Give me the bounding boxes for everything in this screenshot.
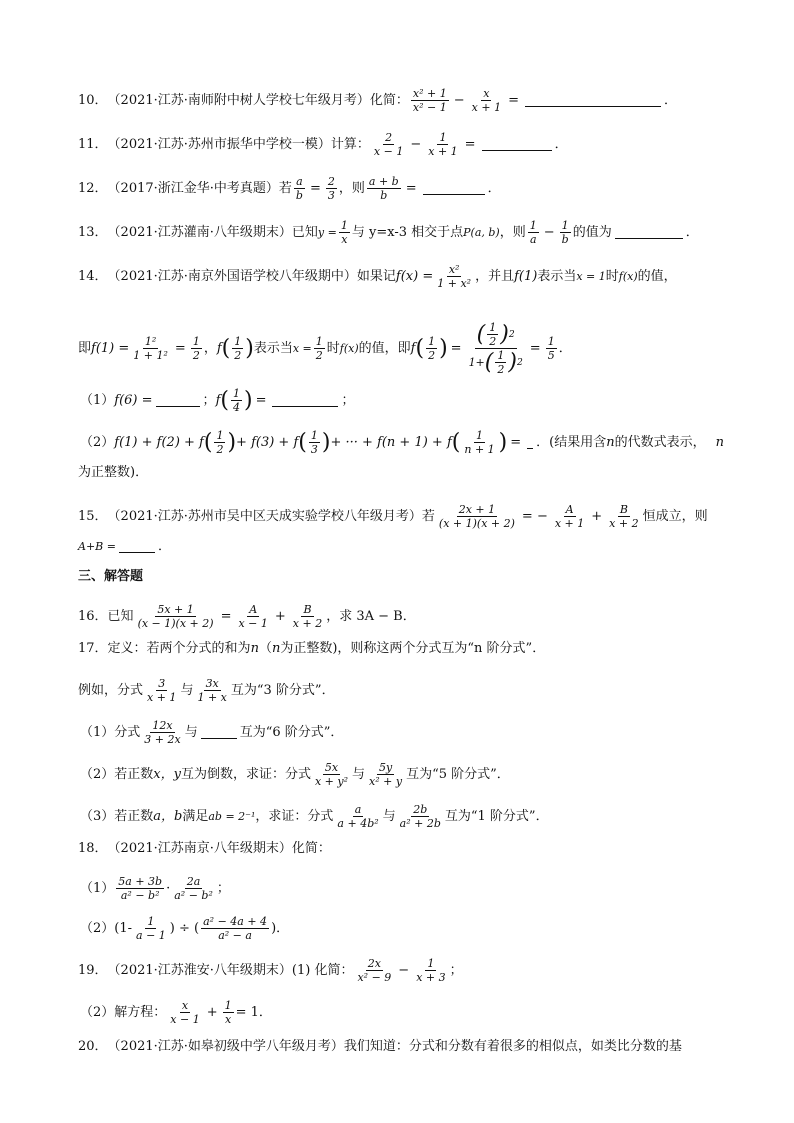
- answer-blank[interactable]: [119, 540, 155, 553]
- question-19-part-2: （2）解方程： $\frac{x}{x - 1}$ + $\frac{1}{x}$ = 1．: [80, 999, 272, 1026]
- answer-blank[interactable]: [423, 182, 485, 195]
- fraction: $\frac{1}{2}$: [315, 335, 323, 362]
- fraction: $\frac{1}{a - 1}$: [136, 915, 166, 942]
- question-17: 17． 定义：若两个分式的和为 n （ n 为正整数)，则称这两个分式互为“n 阶分式”．: [78, 641, 546, 656]
- fraction: $\frac{\text{1²}}{\text{1 + 1²}}$: [133, 335, 168, 362]
- fraction: $\frac{5y}{\text{x² + y}}$: [369, 761, 403, 788]
- fraction: $\frac{1}{2}$: [234, 335, 242, 362]
- question-16: 16． 已知 $\frac{5x + 1}{(x - 1)(x + 2)}$ = $\frac{A}{x - 1}$ + $\frac{B}{x + 2}$ ，求 3A − B．: [78, 603, 416, 630]
- fraction: $\frac{1}{x}$: [340, 219, 348, 246]
- fraction: $\frac{\text{x²}}{\text{1 + x²}}$: [437, 263, 472, 290]
- question-19: 19． （2021·江苏淮安·八年级期末） (1) 化简： $\frac{2x}{\text{x² − 9}}$ − $\frac{1}{x + 3}$ ；: [78, 957, 463, 984]
- question-14-part-2: （2） f(1) + f(2) + f ( $\frac{1}{2}$ ) + f(3) + f ( $\frac{1}{3}$ ) + ··· + f(n + 1) + f ( $\frac{1}{n + 1}$ ) = ．(结果用含 n 的代数式表示， n: [80, 429, 724, 456]
- question-12: 12． （2017·浙江金华·中考真题） 若 $\frac{a}{b}$ = $\frac{2}{3}$ ，则 $\frac{a + b}{b}$ = ．: [78, 175, 501, 202]
- fraction: $\frac{2x}{\text{x² − 9}}$: [357, 957, 392, 984]
- fraction: $\frac{5x}{\text{x + y²}}$: [314, 761, 349, 788]
- question-15-cont: A+B = ．: [78, 539, 171, 554]
- answer-blank[interactable]: [201, 726, 237, 739]
- answer-blank[interactable]: [272, 394, 338, 407]
- fraction: $\frac{a + b}{b}$: [368, 175, 399, 202]
- fraction: $\frac{1}{b}$: [561, 219, 569, 246]
- fraction: $\frac{\text{x² + 1}}{\text{x² − 1}}$: [412, 87, 447, 114]
- fraction: $\frac{2b}{\text{a² + 2b}}$: [399, 803, 441, 830]
- fraction: $\frac{A}{x - 1}$: [238, 603, 268, 630]
- question-14: 14． （2021·江苏·南京外国语学校八年级期中） 如果记 f(x) = $\frac{\text{x²}}{\text{1 + x²}}$ ，并且 f(1) 表示当 x = 1 时 f(x) 的值，: [78, 263, 677, 290]
- fraction: $\frac{1}{x}$: [224, 999, 232, 1026]
- question-14-part-1: （1） f(6) = ； f ( $\frac{1}{4}$ ) = ；: [80, 387, 355, 414]
- fraction: $\frac{1}{x + 1}$: [428, 131, 458, 158]
- compound-fraction: ( $\frac{1}{2}$ ) 2 1+ ( $\frac{1}{2}$ ) 2: [468, 321, 523, 376]
- fraction: $\frac{a}{b}$: [295, 175, 303, 202]
- fraction: $\frac{1}{4}$: [232, 387, 240, 414]
- answer-blank[interactable]: [482, 138, 552, 151]
- fraction: $\frac{2}{x - 1}$: [373, 131, 404, 158]
- question-14-part-2-cont: 为正整数)．: [78, 465, 149, 480]
- question-10: 10． （2021·江苏·南师附中树人学校七年级月考） 化简： $\frac{\text{x² + 1}}{\text{x² − 1}}$ − $\frac{x}{x + 1}$ = ．: [78, 87, 677, 114]
- fraction: $\frac{1}{a}$: [529, 219, 537, 246]
- section-heading: 三、解答题: [78, 569, 144, 584]
- question-14-line-2: 即 f(1) = $\frac{\text{1²}}{\text{1 + 1²}}$ = $\frac{1}{2}$ ， f ( $\frac{1}{2}$ ) 表示当 x = $\frac{1}{2}$ 时 f(x) 的值，即 f ( $\frac{1}{2}$ ) = ( $\frac{1}{2}$ ) 2 1+ ( $\frac{1}{2}$ ) 2 = $\frac{1}{5}$ ．: [78, 321, 572, 376]
- fraction: $\frac{12x}{3 + 2x}$: [144, 719, 181, 746]
- fraction: $\frac{3}{x + 1}$: [147, 677, 177, 704]
- question-18: 18． （2021·江苏南京·八年级期末） 化简：: [78, 841, 331, 856]
- question-17-part-3: （3）若正数 a，b 满足 ab = 2⁻¹ ，求证：分式 $\frac{a}{\text{a + 4b²}}$ 与 $\frac{2b}{\text{a² + 2b}}$ 互为“1 阶分式”．: [80, 803, 549, 830]
- fraction: $\frac{1}{2}$: [428, 335, 436, 362]
- question-13: 13． （2021·江苏灌南·八年级期末） 已知 y = $\frac{1}{x}$ 与 y=x-3 相交于点 P(a, b) ，则 $\frac{1}{a}$ − $\frac{1}{b}$ 的值为 ．: [78, 219, 699, 246]
- fraction: $\frac{x}{x + 1}$: [471, 87, 502, 114]
- fraction: $\frac{B}{x + 2}$: [609, 503, 639, 530]
- fraction: $\frac{5a + 3b}{\text{a² − b²}}$: [118, 875, 163, 902]
- question-17-example: 例如，分式 $\frac{3}{x + 1}$ 与 $\frac{3x}{1 + x}$ 互为“3 阶分式”．: [78, 677, 335, 704]
- question-11: 11． （2021·江苏·苏州市振华中学校一模） 计算： $\frac{2}{x - 1}$ − $\frac{1}{x + 1}$ = ．: [78, 131, 568, 158]
- fraction: $\frac{1}{3}$: [310, 429, 318, 456]
- fraction: $\frac{2x + 1}{(x + 1)(x + 2)}$: [438, 503, 515, 530]
- question-17-part-1: （1）分式 $\frac{12x}{3 + 2x}$ 与 互为“6 阶分式”．: [80, 719, 344, 746]
- question-18-part-1: （1） $\frac{5a + 3b}{\text{a² − b²}}$ · $\frac{2a}{\text{a² − b²}}$ ；: [80, 875, 230, 902]
- answer-blank[interactable]: [527, 436, 533, 449]
- fraction: $\frac{1}{2}$: [192, 335, 200, 362]
- answer-blank[interactable]: [156, 394, 200, 407]
- fraction: $\frac{1}{2}$: [216, 429, 224, 456]
- question-20: 20． （2021·江苏·如皋初级中学八年级月考） 我们知道：分式和分数有着很多的相似点，如类比分数的基: [78, 1039, 682, 1054]
- fraction: $\frac{x}{x - 1}$: [170, 999, 200, 1026]
- fraction: $\frac{B}{x + 2}$: [292, 603, 323, 630]
- fraction: $\frac{3x}{1 + x}$: [197, 677, 227, 704]
- question-15: 15． （2021·江苏·苏州市吴中区天成实验学校八年级月考） 若 $\frac{2x + 1}{(x + 1)(x + 2)}$ = − $\frac{A}{x + 1}$ + $\frac{B}{x + 2}$ 恒成立，则: [78, 503, 708, 530]
- question-17-part-2: （2）若正数 x，y 互为倒数，求证：分式 $\frac{5x}{\text{x + y²}}$ 与 $\frac{5y}{\text{x² + y}}$ 互为“5 阶分式”．: [80, 761, 510, 788]
- fraction: $\frac{\text{a² − 4a + 4}}{\text{a² − a}}$: [203, 915, 268, 942]
- fraction: $\frac{2a}{\text{a² − b²}}$: [174, 875, 213, 902]
- fraction: $\frac{a}{\text{a + 4b²}}$: [337, 803, 379, 830]
- answer-blank[interactable]: [615, 226, 683, 239]
- fraction: $\frac{2}{3}$: [327, 175, 335, 202]
- fraction: $\frac{5x + 1}{(x - 1)(x + 2)}$: [137, 603, 214, 630]
- fraction: $\frac{1}{5}$: [547, 335, 555, 362]
- question-18-part-2: （2）(1- $\frac{1}{a - 1}$ ) ÷ ( $\frac{\text{a² − 4a + 4}}{\text{a² − a}}$ )．: [80, 915, 290, 942]
- fraction: $\frac{1}{x + 3}$: [416, 957, 446, 984]
- fraction: $\frac{1}{n + 1}$: [464, 429, 495, 456]
- fraction: $\frac{A}{x + 1}$: [554, 503, 585, 530]
- answer-blank[interactable]: [525, 94, 661, 107]
